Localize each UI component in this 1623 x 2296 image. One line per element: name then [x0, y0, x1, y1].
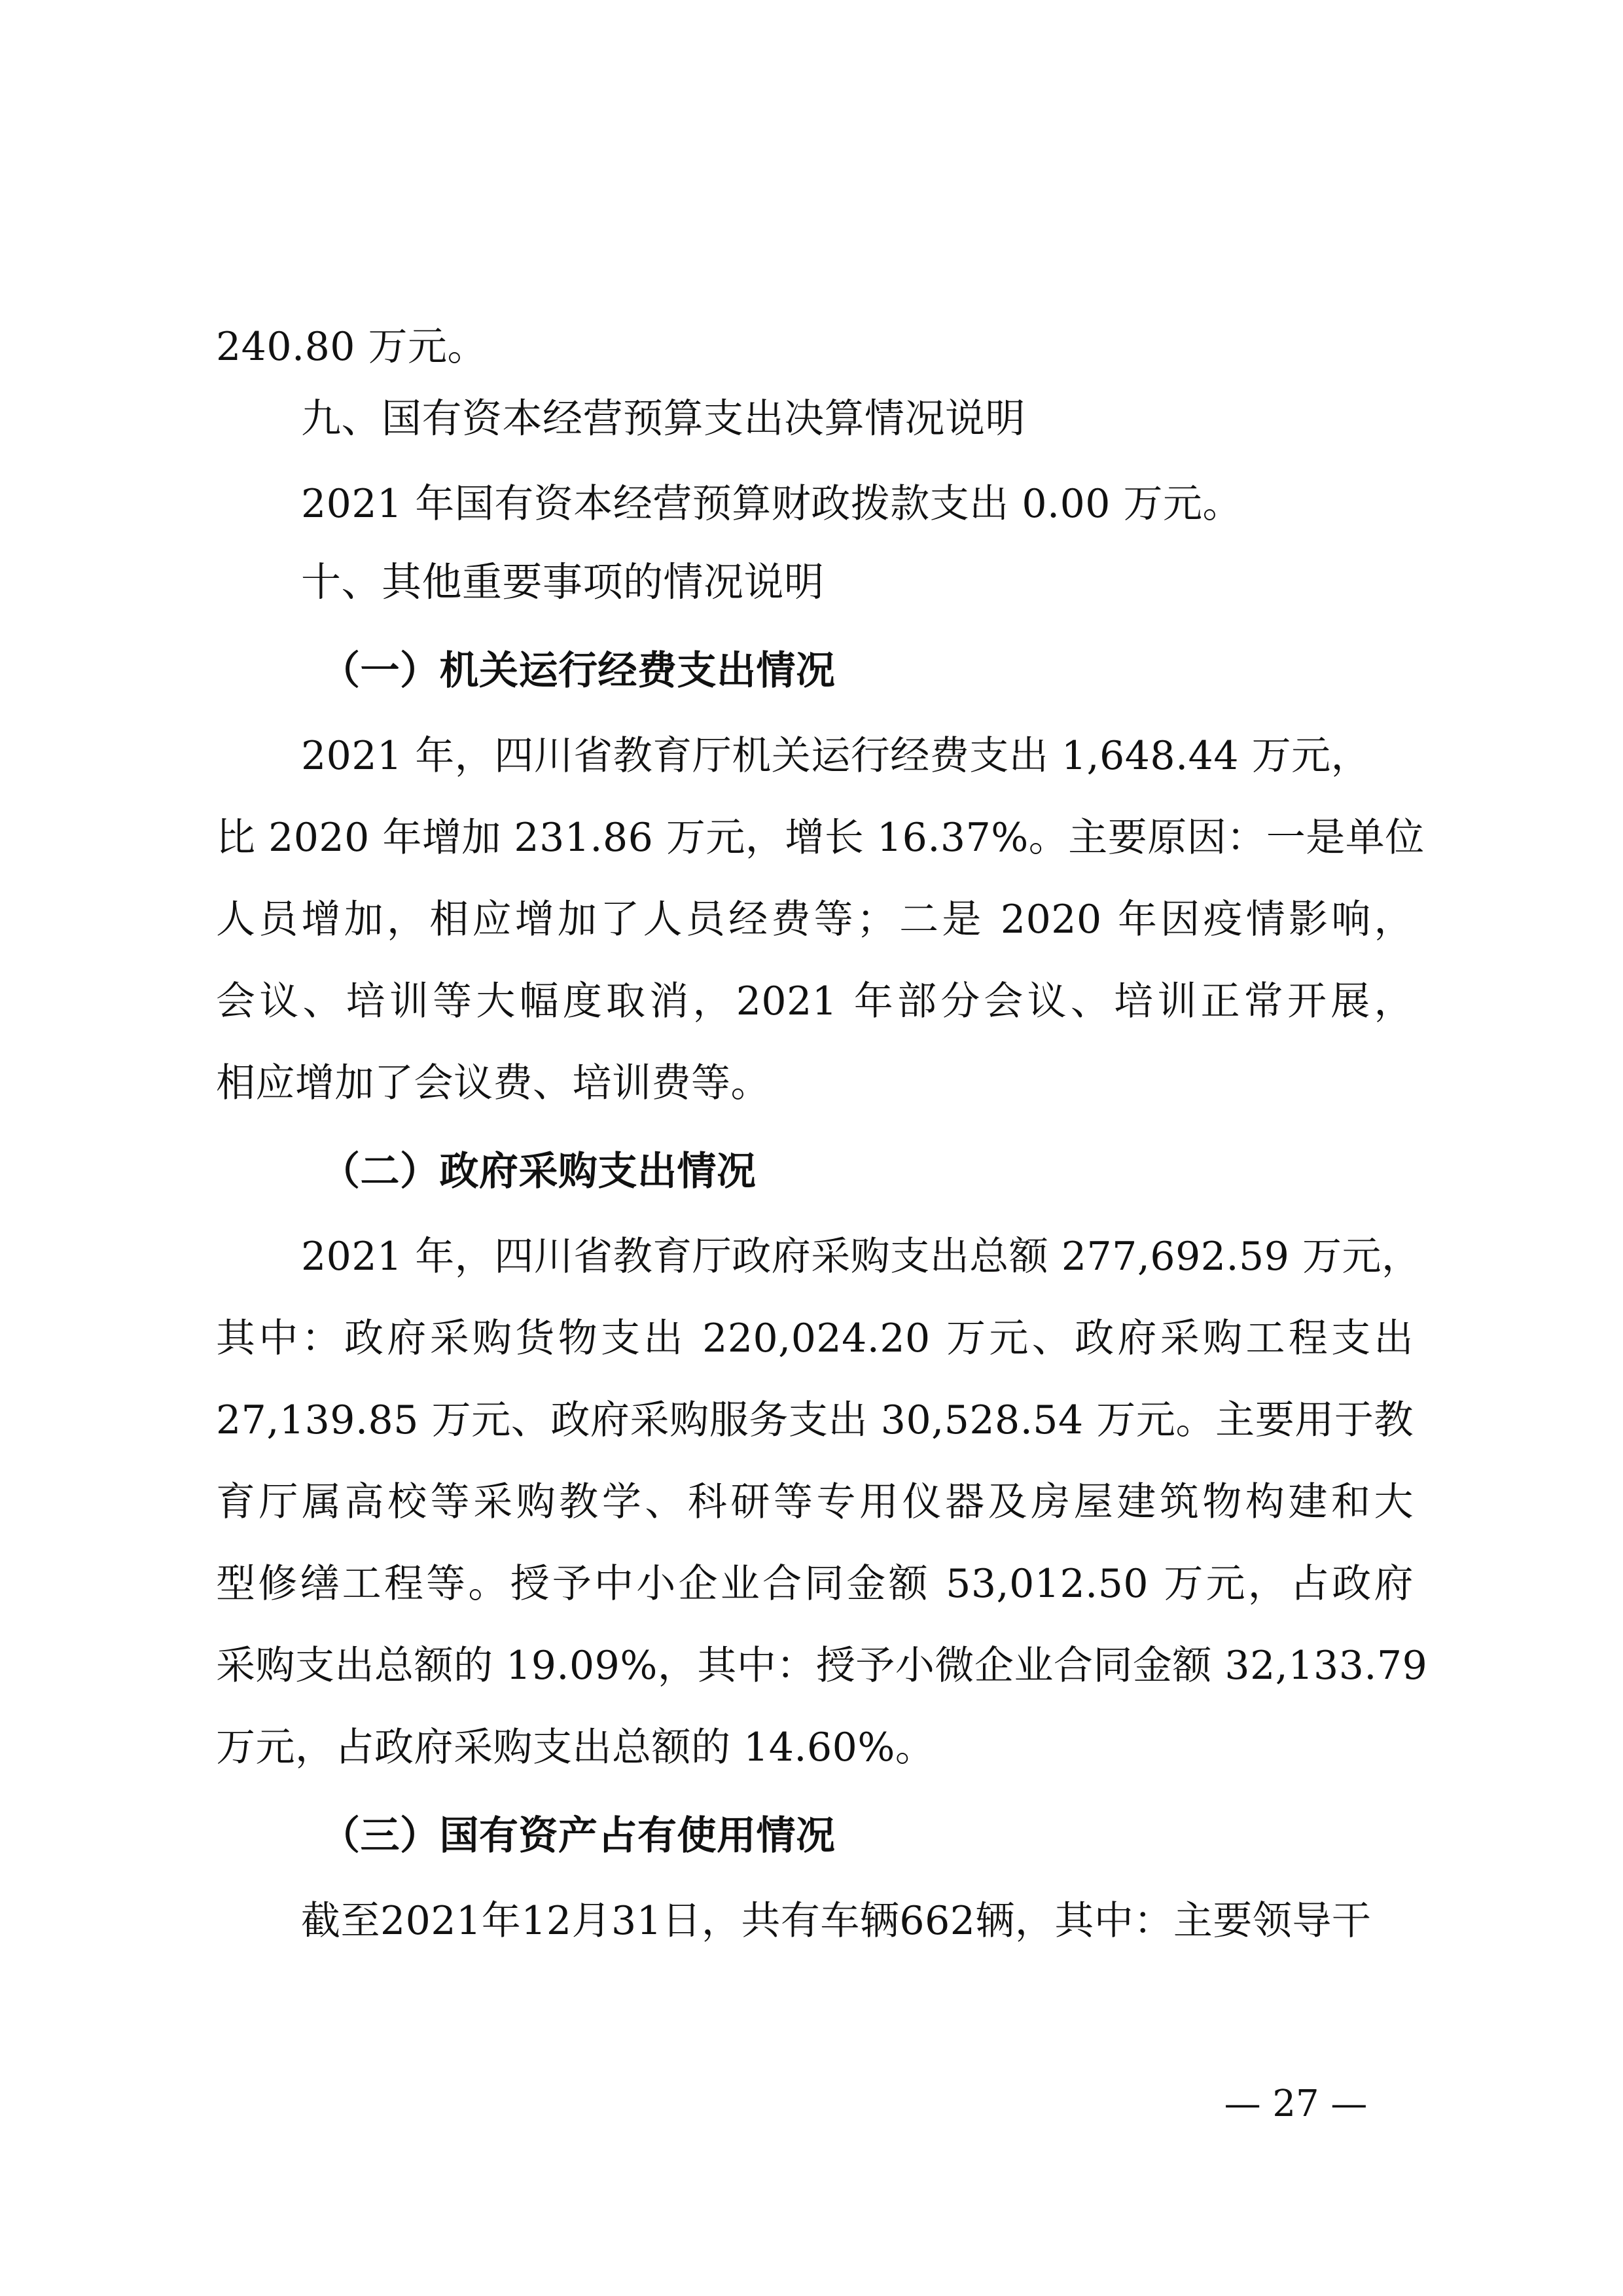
paragraph-line: 育厅属高校等采购教学、科研等专用仪器及房屋建筑物构建和大 — [216, 1479, 1414, 1525]
section-heading: 十、其他重要事项的情况说明 — [301, 559, 825, 605]
paragraph-line: 相应增加了会议费、培训费等。 — [216, 1060, 770, 1106]
subsection-heading: （二）政府采购支出情况 — [321, 1149, 757, 1194]
paragraph-line: 截至2021年12月31日，共有车辆662辆，其中：主要领导干 — [301, 1898, 1372, 1944]
subsection-heading: （一）机关运行经费支出情况 — [321, 648, 836, 694]
paragraph-line: 27,139.85 万元、政府采购服务支出 30,528.54 万元。主要用于教 — [216, 1397, 1414, 1443]
paragraph-line: 2021 年国有资本经营预算财政拨款支出 0.00 万元。 — [301, 481, 1243, 527]
paragraph-line: 其中：政府采购货物支出 220,024.20 万元、政府采购工程支出 — [216, 1316, 1414, 1361]
paragraph-line: 比 2020 年增加 231.86 万元，增长 16.37%。主要原因：一是单位 — [216, 815, 1425, 861]
paragraph-line: 2021 年，四川省教育厅机关运行经费支出 1,648.44 万元， — [301, 733, 1371, 779]
paragraph-line: 2021 年，四川省教育厅政府采购支出总额 277,692.59 万元， — [301, 1234, 1421, 1280]
section-heading: 九、国有资本经营预算支出决算情况说明 — [301, 395, 1026, 442]
paragraph-line: 会议、培训等大幅度取消，2021 年部分会议、培训正常开展， — [216, 978, 1414, 1024]
paragraph-line: 万元，占政府采购支出总额的 14.60%。 — [216, 1725, 935, 1770]
paragraph-line: 采购支出总额的 19.09%，其中：授予小微企业合同金额 32,133.79 — [216, 1643, 1428, 1689]
page-number: — 27 — — [1224, 2083, 1368, 2125]
subsection-heading: （三）国有资产占有使用情况 — [321, 1813, 836, 1859]
paragraph-line: 型修缮工程等。授予中小企业合同金额 53,012.50 万元，占政府 — [216, 1561, 1414, 1607]
paragraph-line: 240.80 万元。 — [216, 324, 488, 370]
paragraph-line: 人员增加，相应增加了人员经费等；二是 2020 年因疫情影响， — [216, 897, 1414, 942]
